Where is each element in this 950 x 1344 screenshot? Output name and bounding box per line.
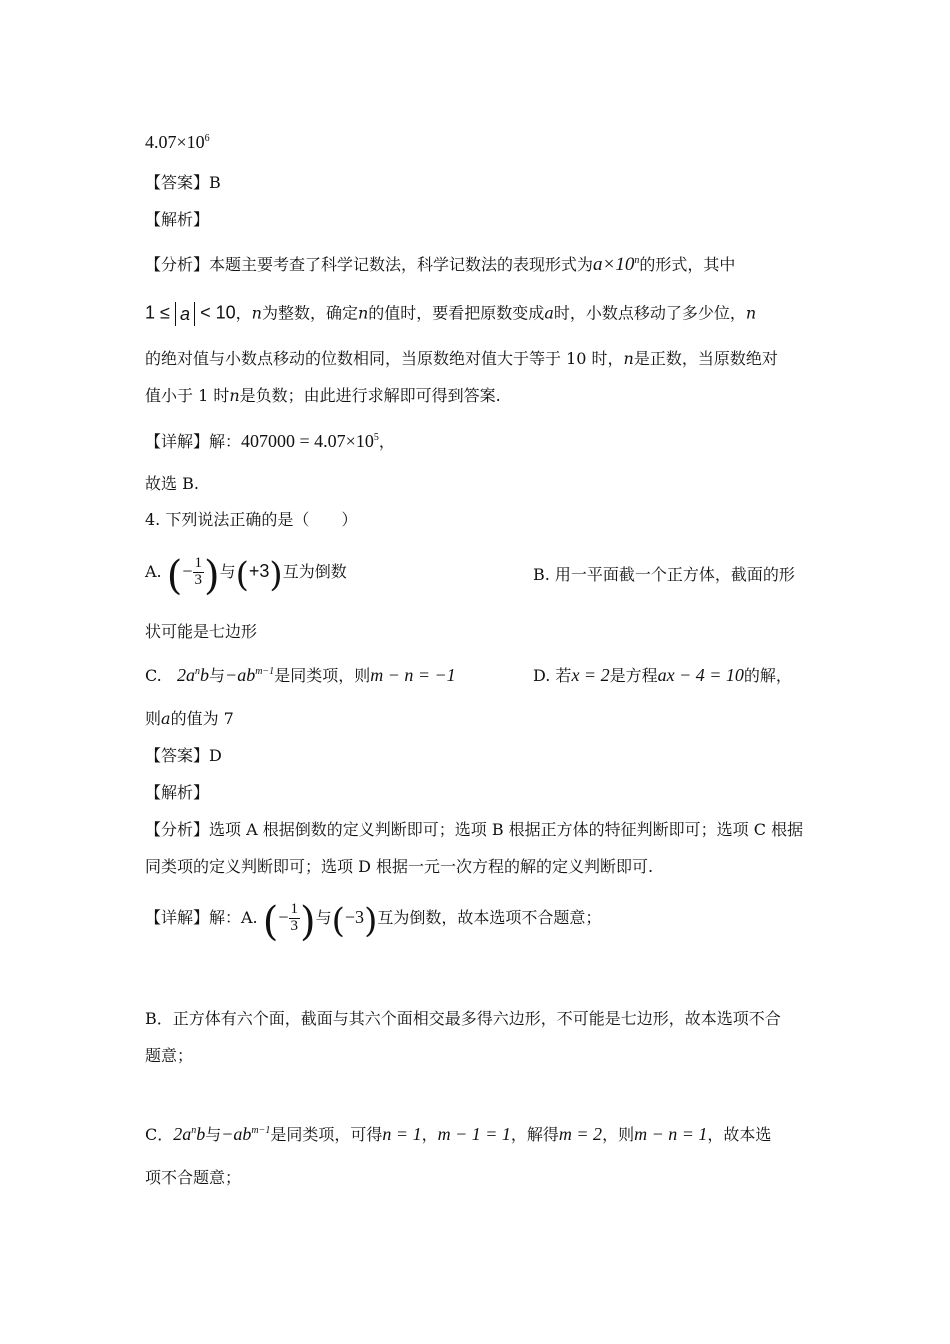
analysis-text-6: 同类项的定义判断即可；选项 D 根据一元一次方程的解的定义判断即可. <box>145 857 654 876</box>
detail-text-b1: B．正方体有六个面，截面与其六个面相交最多得六边形，不可能是七边形，故本选项不合 <box>145 1009 781 1028</box>
analysis-heading-1: 【解析】 <box>145 210 210 229</box>
detail-text-c1: C．$2a^nb$与$-ab^{m-1}$是同类项，可得n = 1，m − 1 = 1，解得m = 2，则m − n = 1，故本选 <box>145 1124 772 1144</box>
analysis-text-5: 【分析】选项 A 根据倒数的定义判断即可；选项 B 根据正方体的特征判断即可；选项 C 根据 <box>145 820 804 839</box>
detail-text-c2: 项不合题意； <box>145 1168 242 1187</box>
analysis-text-3: 的绝对值与小数点移动的位数相同，当原数绝对值大于等于 10 时，n是正数，当原数绝对 <box>145 349 778 368</box>
answer-label-1: 【答案】B <box>145 173 221 192</box>
answer-label-2: 【答案】D <box>145 746 222 765</box>
analysis-text-1: 【分析】本题主要考查了科学记数法，科学记数法的表现形式为$a\times 10^n$的形式，其中 <box>145 254 736 275</box>
fraction: $\frac{1}{3}$ <box>290 901 299 934</box>
analysis-heading-2: 【解析】 <box>145 783 210 802</box>
option-a: A. (− $\frac{1}{3}$ )与(+3)互为倒数 <box>145 553 347 599</box>
detail-text-b2: 题意； <box>145 1046 194 1065</box>
option-b-continued: 状可能是七边形 <box>145 622 258 641</box>
option-d-continued: 则a的值为 7 <box>145 709 234 728</box>
abs-a: a <box>175 302 195 326</box>
analysis-text-2: 1 ≤ a < 10，n为整数，确定n的值时，要看把原数变成a时，小数点移动了多少位，n <box>145 302 757 324</box>
detail-text-a: 【详解】解：A. (− $\frac{1}{3}$ )与(−3)互为倒数，故本选项不合题意； <box>145 899 602 945</box>
detail-text-1: 【详解】解：$407000 = 4.07\times 10^5$， <box>145 431 395 451</box>
option-b: B. 用一平面截一个正方体，截面的形 <box>533 565 795 584</box>
analysis-text-4: 值小于 1 时n是负数；由此进行求解即可得到答案. <box>145 386 501 405</box>
option-c: C. $2a^nb$与$-ab^{m-1}$是同类项，则m − n = −1 <box>145 665 456 685</box>
top-math-line: $4.07\times 10^6$ <box>145 132 210 152</box>
fraction: $\frac{1}{3}$ <box>194 555 202 588</box>
option-d: D. 若x = 2是方程ax − 4 = 10的解， <box>533 665 792 685</box>
question-4: 4. 下列说法正确的是（ ） <box>145 510 358 529</box>
choose-b: 故选 B. <box>145 474 199 493</box>
